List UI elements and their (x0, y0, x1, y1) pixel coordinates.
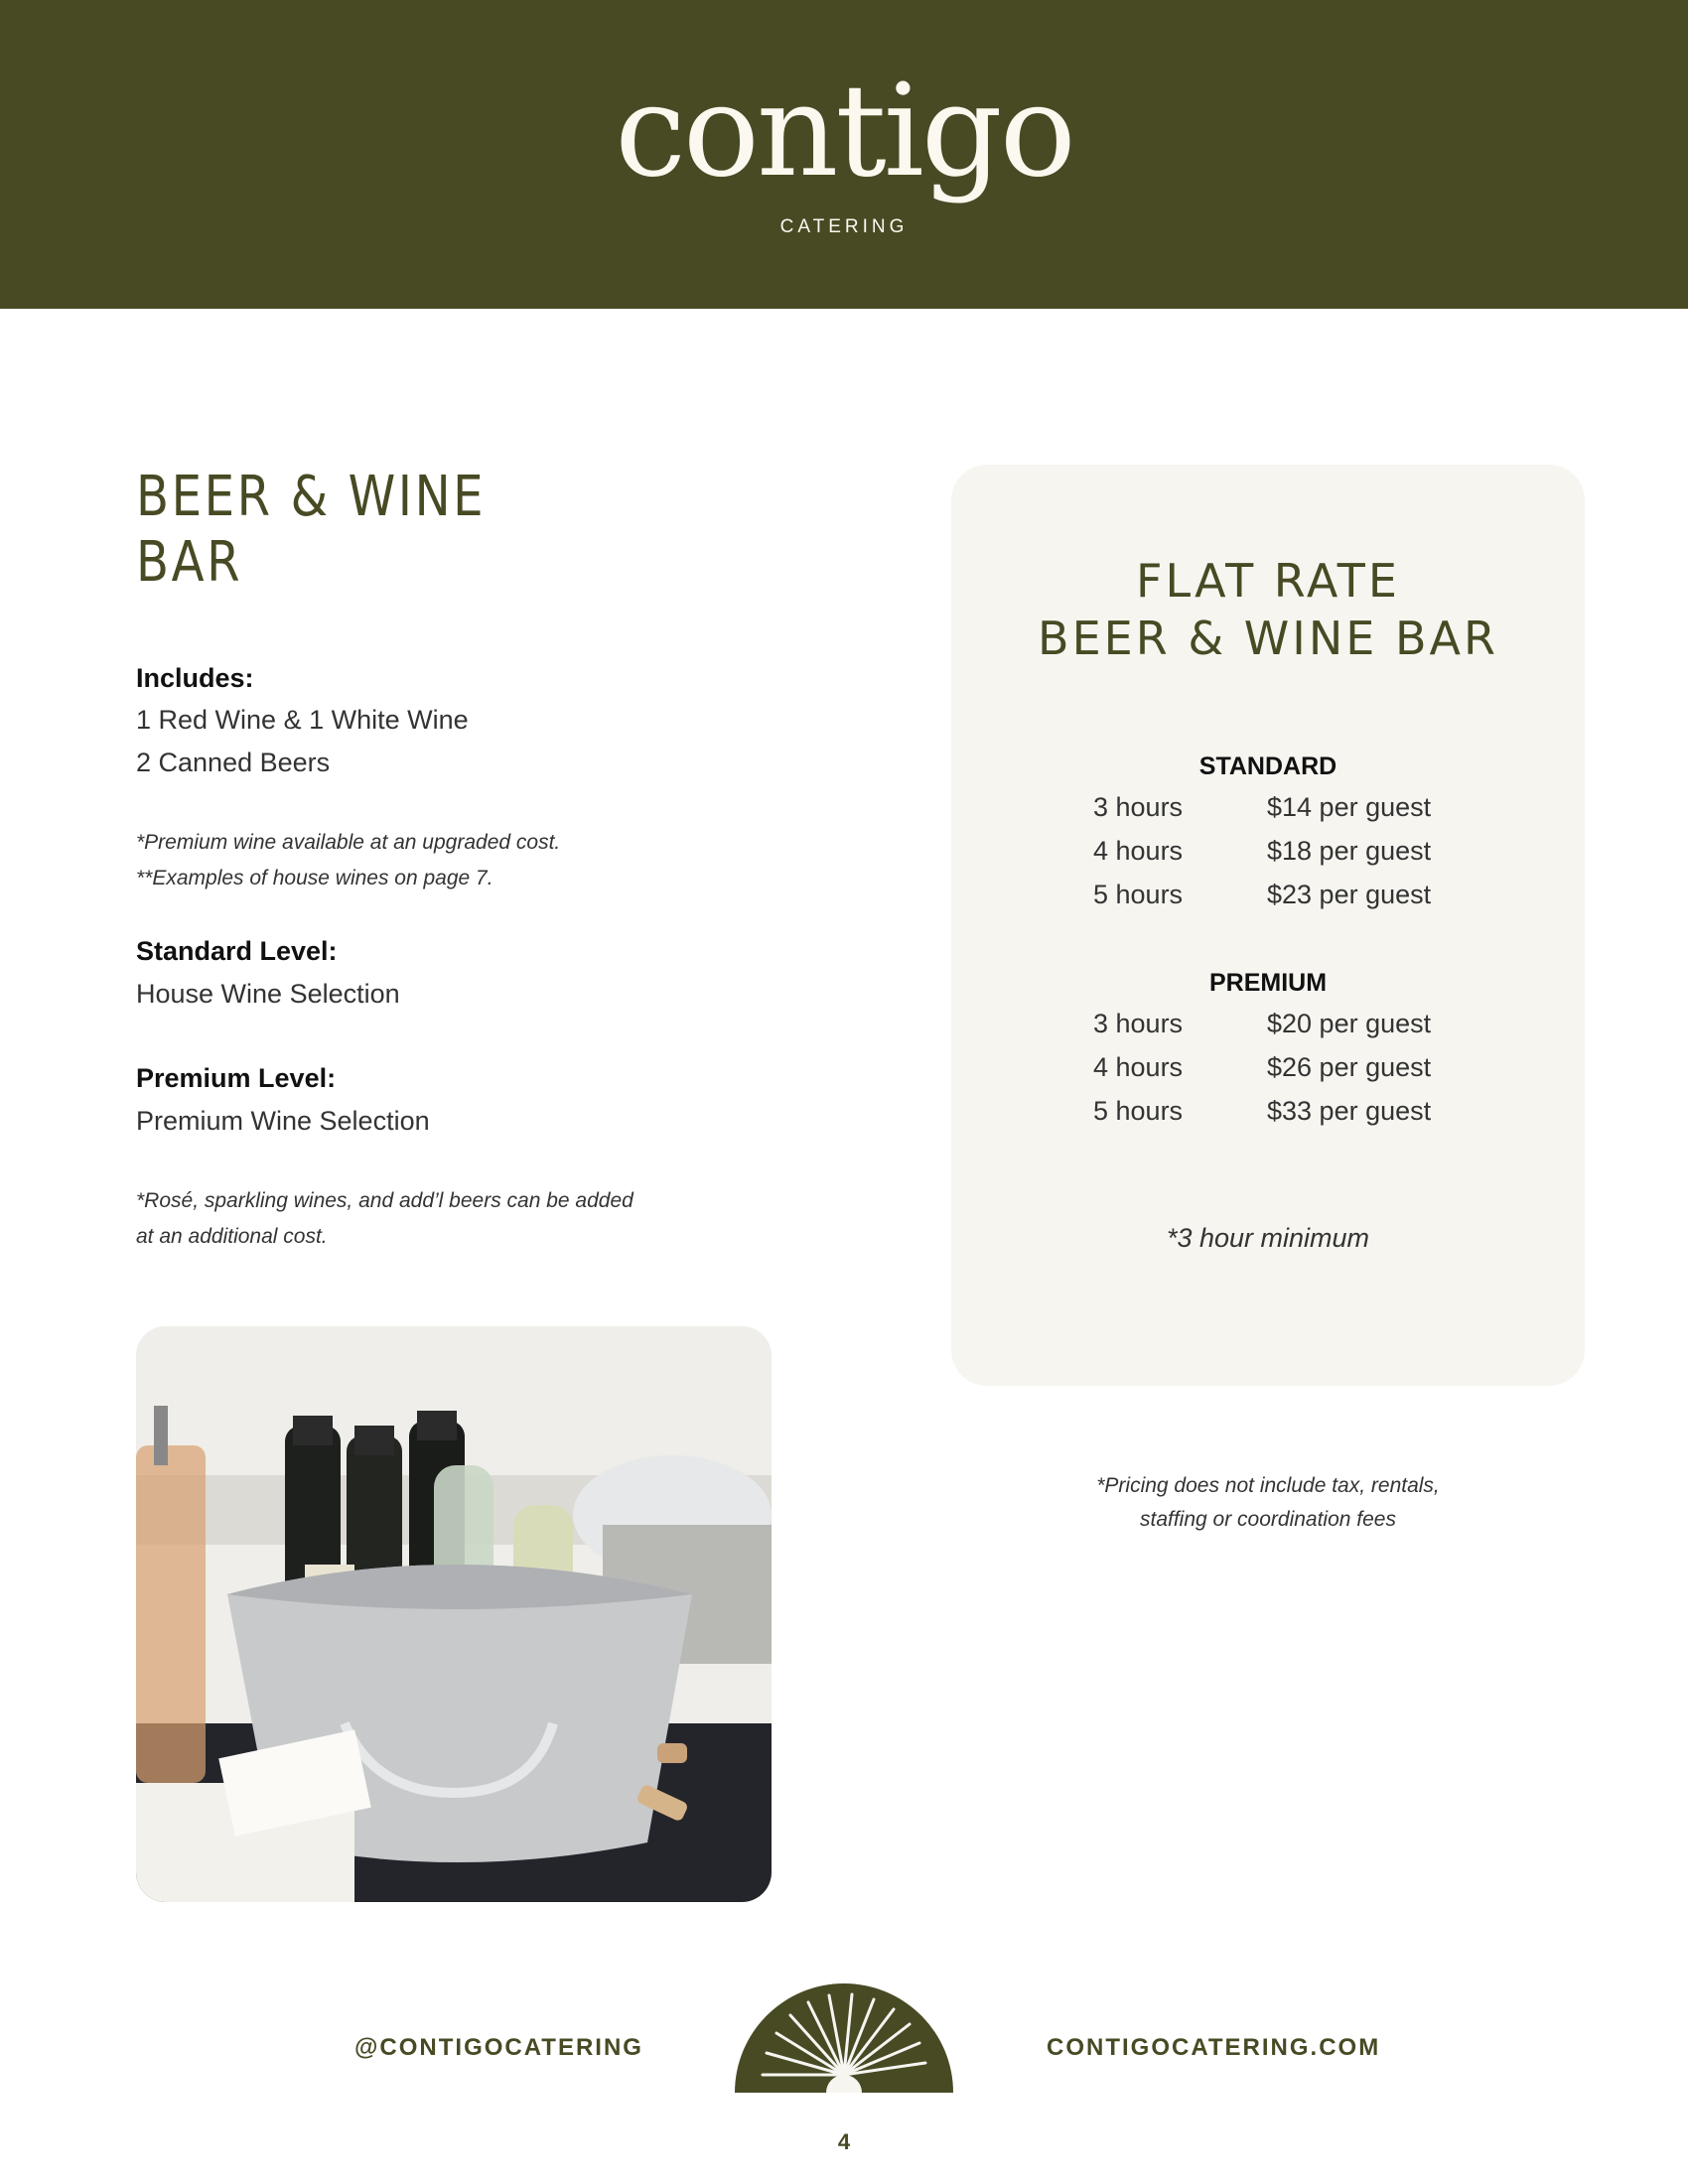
standard-level-label: Standard Level: (136, 936, 338, 966)
includes-item: 2 Canned Beers (136, 748, 331, 777)
minimum-note: *3 hour minimum (1166, 1223, 1370, 1253)
website-link[interactable]: CONTIGOCATERING.COM (1047, 2034, 1381, 2061)
addon-note-line-1: *Rosé, sparkling wines, and add’l beers can be added (136, 1189, 633, 1212)
row-hours: 5 hours (1093, 1096, 1184, 1126)
premium-wine-note: *Premium wine available at an upgraded cost. (136, 831, 561, 854)
row-price: $18 per guest (1267, 836, 1432, 866)
row-hours: 3 hours (1093, 792, 1184, 822)
page-number: 4 (837, 2129, 851, 2154)
row-price: $26 per guest (1267, 1052, 1432, 1082)
premium-row (951, 1052, 1585, 1096)
premium-row (951, 1096, 1585, 1140)
row-hours: 5 hours (1093, 880, 1184, 909)
pricing-note-line-1: *Pricing does not include tax, rentals, (1096, 1474, 1440, 1497)
row-hours: 4 hours (1093, 1052, 1184, 1082)
standard-row (951, 836, 1585, 880)
addon-note-line-2: at an additional cost. (136, 1225, 328, 1248)
card-title-line-2: BEER & WINE BAR (1038, 612, 1498, 665)
premium-row (951, 1009, 1585, 1052)
includes-label: Includes: (136, 663, 254, 693)
premium-heading: PREMIUM (1208, 969, 1328, 997)
premium-level-label: Premium Level: (136, 1063, 337, 1093)
premium-level-value: Premium Wine Selection (136, 1106, 430, 1136)
flat-rate-card (951, 465, 1585, 1386)
page-title-line-2: BAR (136, 530, 243, 595)
logo-tagline: CATERING (779, 216, 909, 237)
standard-level-value: House Wine Selection (136, 979, 400, 1009)
row-price: $33 per guest (1267, 1096, 1432, 1126)
sunburst-icon (735, 1976, 953, 2093)
page-title-line-1: BEER & WINE (136, 465, 487, 529)
row-hours: 4 hours (1093, 836, 1184, 866)
includes-item: 1 Red Wine & 1 White Wine (136, 705, 469, 735)
row-hours: 3 hours (1093, 1009, 1184, 1038)
house-wine-examples-note: **Examples of house wines on page 7. (136, 867, 493, 889)
contigo-logo: contigo (615, 58, 1073, 205)
page-title (136, 465, 615, 596)
pricing-note-line-2: staffing or coordination fees (1140, 1508, 1396, 1531)
social-handle[interactable]: @CONTIGOCATERING (354, 2034, 643, 2061)
standard-row (951, 792, 1585, 836)
card-title-line-1: FLAT RATE (1136, 554, 1400, 608)
wine-bucket-photo (136, 1326, 772, 1902)
row-price: $14 per guest (1267, 792, 1432, 822)
standard-row (951, 880, 1585, 923)
row-price: $23 per guest (1267, 880, 1432, 909)
row-price: $20 per guest (1267, 1009, 1432, 1038)
pricing-note (951, 1469, 1585, 1537)
card-title (951, 552, 1585, 667)
standard-heading: STANDARD (1198, 752, 1337, 780)
header-band (0, 0, 1688, 309)
